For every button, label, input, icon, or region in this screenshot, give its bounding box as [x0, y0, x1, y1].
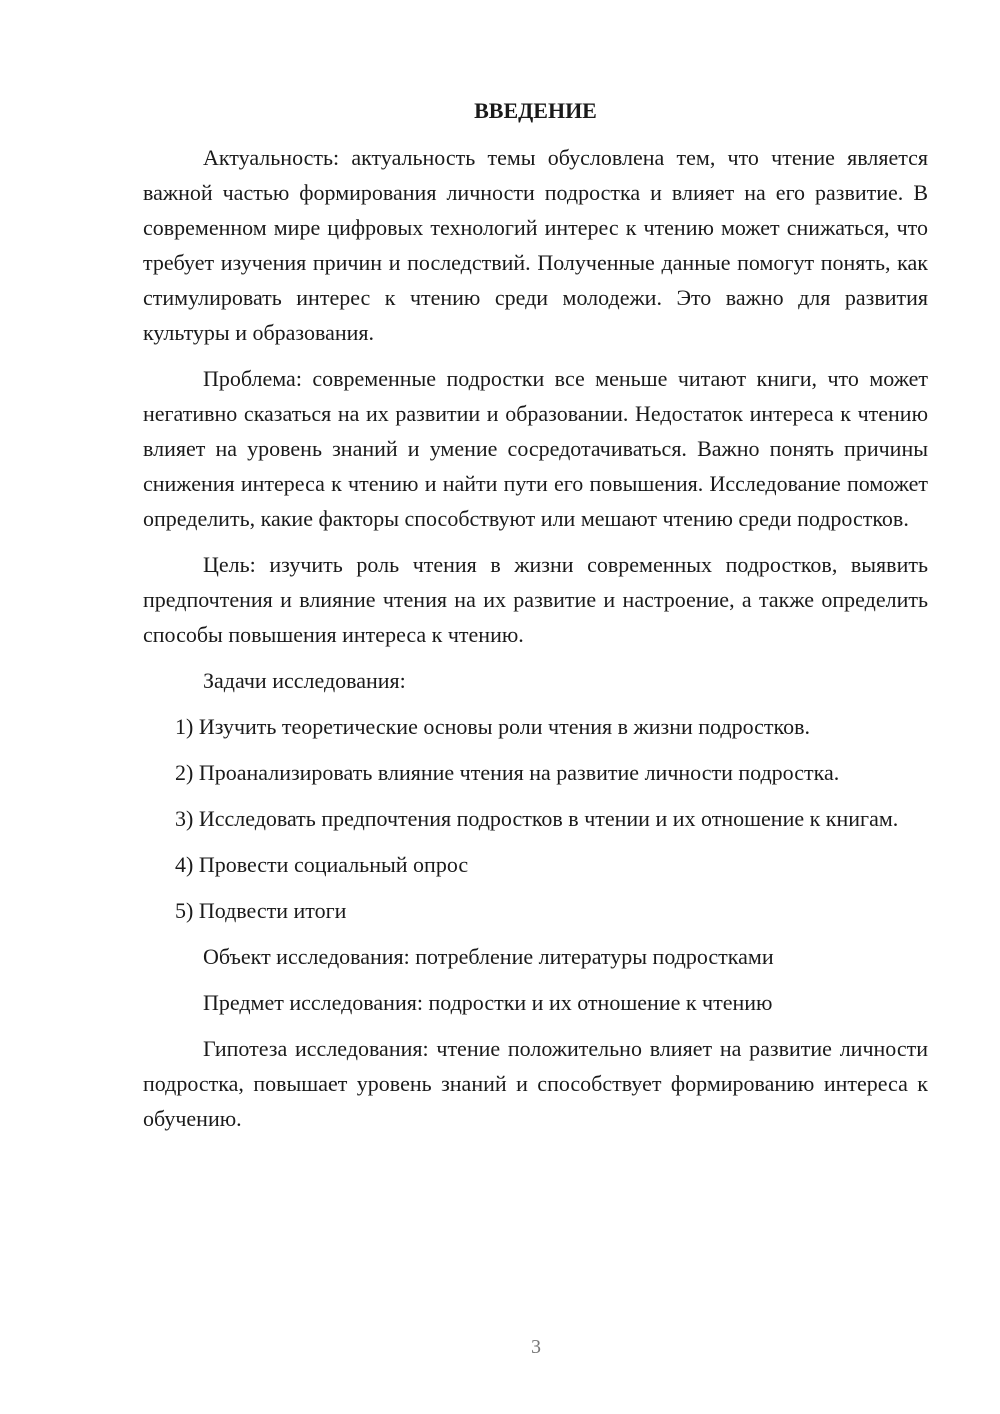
relevance-paragraph: Актуальность: актуальность темы обусловлена тем, что чтение является важной частью формирования личности подростка и влияет на его развитие. В современном мире цифровых технологий интерес к чтению может снижаться, что требует изучения причин и последствий. Полученные данные помогут понять, как стимулировать интерес к чтению среди молодежи. Это важно для развития культуры и образования. — [143, 145, 928, 345]
research-object: Объект исследования: потребление литературы подростками — [203, 944, 774, 969]
goal-paragraph: Цель: изучить роль чтения в жизни современных подростков, выявить предпочтения и влияние чтения на их развитие и настроение, а также определить способы повышения интереса к чтению. — [143, 552, 928, 647]
task-item-5: 5) Подвести итоги — [175, 898, 347, 923]
task-item-3: 3) Исследовать предпочтения подростков в чтении и их отношение к книгам. — [175, 806, 899, 831]
task-item-2: 2) Проанализировать влияние чтения на развитие личности подростка. — [175, 760, 840, 785]
hypothesis-paragraph: Гипотеза исследования: чтение положительно влияет на развитие личности подростка, повышает уровень знаний и способствует формированию интереса к обучению. — [143, 1036, 928, 1131]
page-title: ВВЕДЕНИЕ — [474, 98, 597, 123]
tasks-heading: Задачи исследования: — [203, 668, 406, 693]
research-subject: Предмет исследования: подростки и их отношение к чтению — [203, 990, 773, 1015]
page-number: 3 — [531, 1336, 541, 1358]
task-item-4: 4) Провести социальный опрос — [175, 852, 469, 877]
problem-paragraph: Проблема: современные подростки все меньше читают книги, что может негативно сказаться на их развитии и образовании. Недостаток интереса к чтению влияет на уровень знаний и умение сосредотачиваться. Важно понять причины снижения интереса к чтению и найти пути его повышения. Исследование поможет определить, какие факторы способствуют или мешают чтению среди подростков. — [143, 366, 928, 531]
page-content — [143, 93, 928, 1147]
task-item-1: 1) Изучить теоретические основы роли чтения в жизни подростков. — [175, 714, 810, 739]
